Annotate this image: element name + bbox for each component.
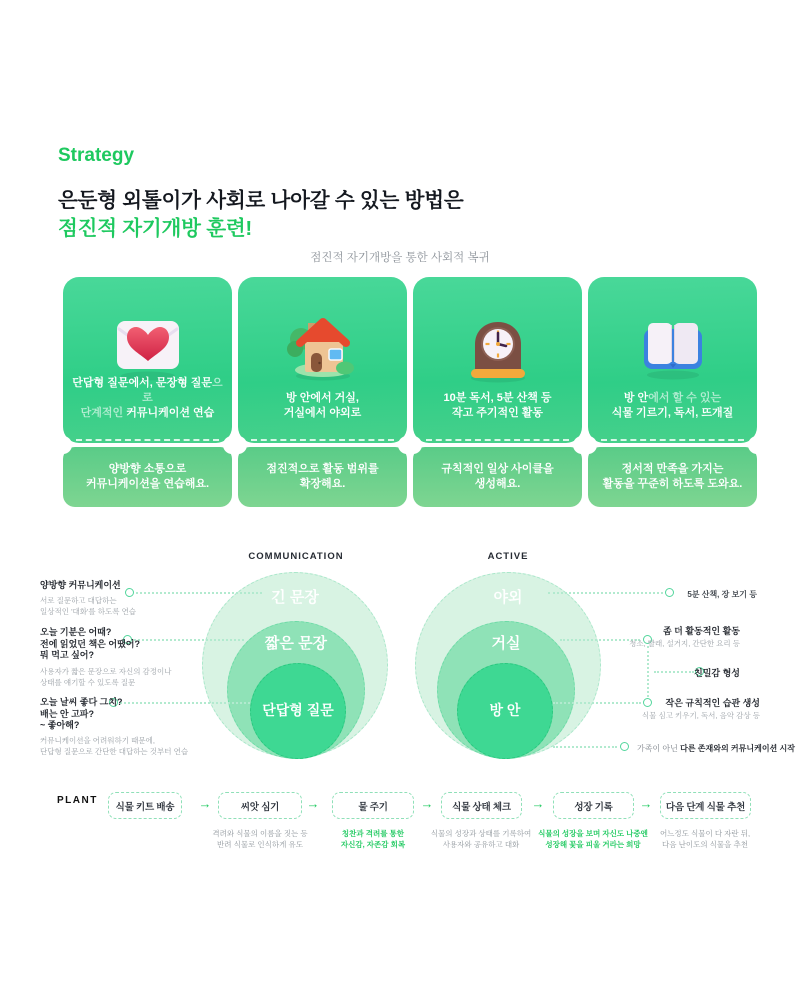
leader-line [553, 746, 617, 748]
card-activity-range-desc [243, 391, 402, 421]
note-short-sentence-title: 오늘 기분은 어때? 전에 읽었던 책은 어땠어? 뭐 먹고 싶어? [40, 627, 140, 660]
ring-label-short-sentence: 짧은 문장 [264, 635, 328, 652]
card-routine [413, 277, 582, 507]
ticket-perforation [601, 439, 744, 441]
flow-caption-water: 칭찬과 격려를 통한 자신감, 자존감 회복 [340, 829, 406, 849]
house-icon [238, 299, 407, 383]
card-communication-top [63, 277, 232, 443]
page-title-line2: 점진적 자기개방 훈련! [58, 217, 253, 240]
notch [748, 436, 766, 454]
ring-label-living-room: 거실 [491, 635, 521, 652]
card-activity-range [238, 277, 407, 507]
plant-flow-label: PLANT [57, 795, 98, 806]
card-desc-line: 작고 주기적인 활동 [451, 407, 544, 419]
card-communication-stub [63, 447, 232, 507]
card-hobby-desc [593, 391, 752, 421]
notch [404, 436, 422, 454]
card-desc-line: 방 안에서 거실, [286, 392, 359, 404]
flow-caption-check: 식물의 성장과 상태를 기록하여 사용자와 공유하고 대화 [430, 829, 532, 849]
flow-step-watering: 물 주기 [332, 792, 414, 819]
ring-label-outdoor: 야외 [493, 589, 523, 606]
note-habit-title: 작은 규칙적인 습관 생성 [665, 698, 760, 708]
card-desc-line: 단답형 질문에서, 문장형 질문으로 [72, 377, 223, 404]
card-desc-line: 방 안에서 할 수 있는 [623, 392, 722, 404]
card-desc-line: 단계적인 커뮤니케이션 연습 [80, 407, 215, 419]
leader-line [136, 592, 262, 594]
ring-label-room: 방 안 [489, 702, 521, 718]
card-communication-desc [68, 376, 227, 421]
book-icon [588, 299, 757, 383]
leader-line [553, 702, 641, 704]
leader-dot [665, 588, 674, 597]
flow-step-status-check: 식물 상태 체크 [441, 792, 522, 819]
leader-line-vertical [647, 646, 649, 697]
note-short-answer-title: 오늘 날씨 좋다 그치? 배는 안 고파? ~ 좋아해? [40, 697, 123, 730]
card-routine-top [413, 277, 582, 443]
arrow-right-icon: → [198, 796, 212, 811]
section-eyebrow: Strategy [58, 145, 135, 166]
note-habit-desc: 식물 심고 키우기, 독서, 음악 감상 등 [641, 711, 760, 720]
note-two-way-desc: 서로 질문하고 대답하는 일상적인 '대화'를 하도록 연습 [40, 596, 137, 616]
flow-step-kit-delivery: 식물 키트 배송 [108, 792, 182, 819]
card-communication-caption: 양방향 소통으로 커뮤니케이션을 연습해요. [86, 463, 209, 490]
clock-icon [413, 299, 582, 383]
leader-line [560, 639, 640, 641]
card-desc-line: 10분 독서, 5분 산책 등 [443, 392, 552, 404]
card-hobby-caption: 정서적 만족을 가지는 활동을 꾸준히 하도록 도와요. [602, 463, 743, 490]
leader-line [654, 671, 694, 673]
page-subtitle: 점진적 자기개방을 통한 사회적 복귀 [310, 252, 490, 264]
notch [579, 436, 597, 454]
card-activity-range-top [238, 277, 407, 443]
card-routine-caption: 규칙적인 일상 사이클을 생성해요. [441, 463, 554, 490]
communication-diagram-title: COMMUNICATION [248, 551, 344, 562]
card-activity-range-caption: 점진적으로 활동 범위를 확장해요. [266, 463, 379, 490]
card-routine-stub [413, 447, 582, 507]
card-hobby [588, 277, 757, 507]
ticket-perforation [426, 439, 569, 441]
note-communication-start: 가족이 아닌 다른 존재와의 커뮤니케이션 시작 [637, 744, 795, 753]
card-hobby-stub [588, 447, 757, 507]
note-short-sentence-desc: 사용자가 짧은 문장으로 자신의 감정이나 상태를 얘기할 수 있도록 질문 [40, 667, 172, 687]
flow-step-next-plant: 다음 단계 식물 추천 [660, 792, 751, 819]
ring-label-short-answer: 단답형 질문 [262, 702, 334, 718]
flow-step-plant-seed: 씨앗 심기 [218, 792, 302, 819]
flow-step-growth-log: 성장 기록 [553, 792, 634, 819]
love-letter-icon [63, 299, 232, 383]
leader-dot [620, 742, 629, 751]
flow-caption-seed: 격려와 식물의 이름을 짓는 등 반려 식물로 인식하게 유도 [212, 829, 308, 849]
card-activity-range-stub [238, 447, 407, 507]
card-desc-line: 식물 기르기, 독서, 뜨개질 [611, 407, 734, 419]
arrow-right-icon: → [639, 796, 653, 811]
ring-label-long-sentence: 긴 문장 [271, 589, 319, 606]
leader-line [548, 592, 663, 594]
note-short-answer-desc: 커뮤니케이션을 어려워하기 때문에, 단답형 질문으로 간단한 대답하는 것부터 연습 [40, 736, 189, 756]
active-diagram-title: ACTIVE [487, 551, 529, 562]
note-bond: 친밀감 형성 [694, 668, 740, 678]
page-title-line1: 은둔형 외톨이가 사회로 나아갈 수 있는 방법은 [58, 189, 464, 212]
flow-caption-record: 식물의 성장을 보며 자신도 나중엔 성장해 꽃을 피울 거라는 희망 [538, 829, 648, 849]
arrow-right-icon: → [420, 796, 434, 811]
note-outdoor: 5분 산책, 장 보기 등 [687, 590, 757, 599]
notch [229, 436, 247, 454]
arrow-right-icon: → [306, 796, 320, 811]
note-living-desc: 청소, 빨래, 설거지, 간단한 요리 등 [629, 639, 740, 648]
card-desc-line: 거실에서 야외로 [283, 407, 362, 419]
note-two-way-title: 양방향 커뮤니케이션 [40, 580, 121, 590]
arrow-right-icon: → [531, 796, 545, 811]
card-hobby-top [588, 277, 757, 443]
card-communication [63, 277, 232, 507]
leader-line [120, 702, 250, 704]
leader-line [134, 639, 244, 641]
ticket-perforation [251, 439, 394, 441]
note-living-title: 좀 더 활동적인 활동 [662, 626, 740, 636]
notch [54, 436, 72, 454]
ticket-perforation [76, 439, 219, 441]
leader-dot [643, 698, 652, 707]
flow-caption-next: 어느정도 식물이 다 자란 뒤, 다음 난이도의 식물을 추천 [659, 829, 751, 849]
card-routine-desc [418, 391, 577, 421]
